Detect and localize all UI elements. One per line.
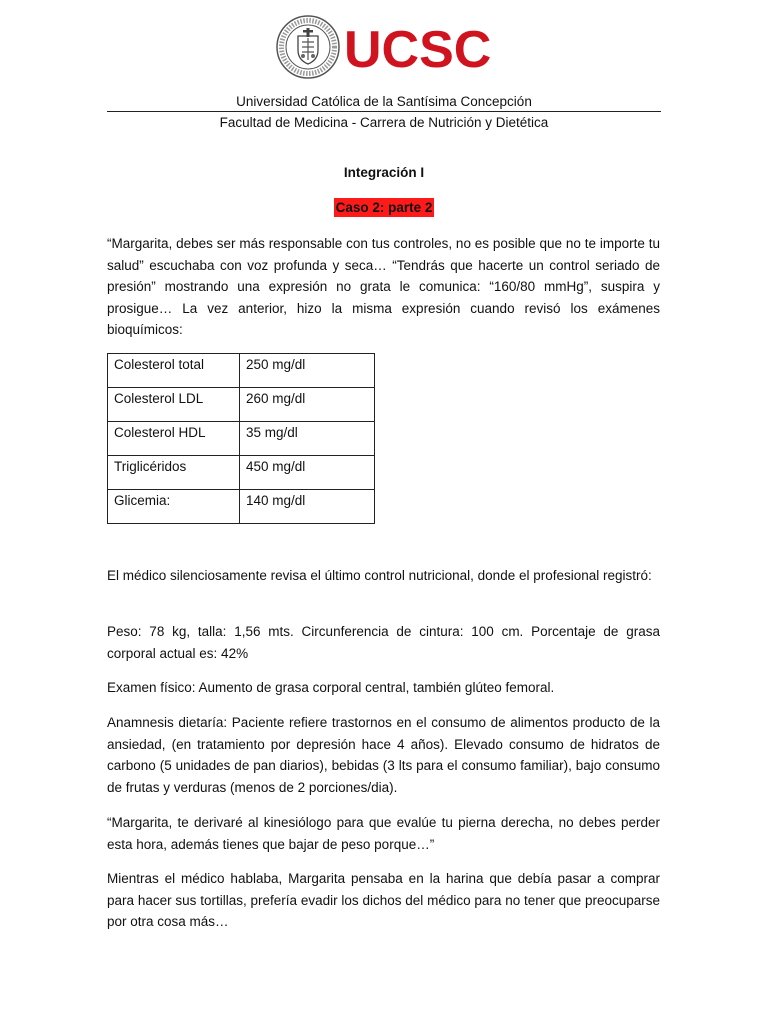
table-row <box>108 456 375 490</box>
mientras-paragraph: Mientras el médico hablaba, Margarita pensaba en la harina que debía pasar a comprar para hacer sus tortillas, prefería evadir los dichos del médico para no tener que preocuparse por otra cosa más… <box>107 871 660 929</box>
case-label-wrap <box>0 198 768 217</box>
lab-results-table <box>107 353 375 524</box>
lab-value: 250 mg/dl <box>240 354 375 388</box>
lab-value: 450 mg/dl <box>240 456 375 490</box>
lab-value: 35 mg/dl <box>240 422 375 456</box>
medico-paragraph: El médico silenciosamente revisa el último control nutricional, donde el profesional registró: <box>107 568 652 583</box>
table-row <box>108 388 375 422</box>
examen-paragraph: Examen físico: Aumento de grasa corporal central, también glúteo femoral. <box>107 680 555 695</box>
table-row <box>108 354 375 388</box>
university-name: Universidad Católica de la Santísima Concepción <box>236 94 532 109</box>
faculty-name: Facultad de Medicina - Carrera de Nutrición y Dietética <box>219 115 549 130</box>
lab-value: 140 mg/dl <box>240 490 375 524</box>
derivare-paragraph: “Margarita, te derivaré al kinesiólogo para que evalúe tu pierna derecha, no debes perder esta hora, además tienes que bajar de peso porque…” <box>107 815 660 852</box>
lab-label: Glicemia: <box>108 490 240 524</box>
lab-label: Triglicéridos <box>108 456 240 490</box>
header-divider <box>107 111 661 112</box>
intro-paragraph: “Margarita, debes ser más responsable con tus controles, no es posible que no te importe tu salud” escuchaba con voz profunda y seca… “Tendrás que hacerte un control seriado de presión” mostrando una expresión no grata le comunica: “160/80 mmHg”, suspira y prosigue… La vez anterior, hizo la misma expresión cuando revisó los exámenes bioquímicos: <box>107 236 660 337</box>
lab-label: Colesterol LDL <box>108 388 240 422</box>
document-title: Integración I <box>343 165 425 180</box>
lab-label: Colesterol HDL <box>108 422 240 456</box>
anamnesis-paragraph: Anamnesis dietaría: Paciente refiere trastornos en el consumo de alimentos producto de la ansiedad, (en tratamiento por depresión hace 4 años). Elevado consumo de hidratos de carbono (5 unidades de pan diarios), bebidas (3 lts para el consumo familiar), bajo consumo de frutas y verduras (menos de 2 porciones/dia). <box>107 715 660 795</box>
table-row <box>108 490 375 524</box>
table-row <box>108 422 375 456</box>
header-logo <box>0 12 768 84</box>
university-seal-icon <box>275 14 341 80</box>
lab-label: Colesterol total <box>108 354 240 388</box>
brand-logo-text: UCSC <box>344 21 492 79</box>
peso-paragraph: Peso: 78 kg, talla: 1,56 mts. Circunferencia de cintura: 100 cm. Porcentaje de grasa corporal actual es: 42% <box>107 624 660 661</box>
lab-value: 260 mg/dl <box>240 388 375 422</box>
case-label: Caso 2: parte 2 <box>335 200 433 215</box>
